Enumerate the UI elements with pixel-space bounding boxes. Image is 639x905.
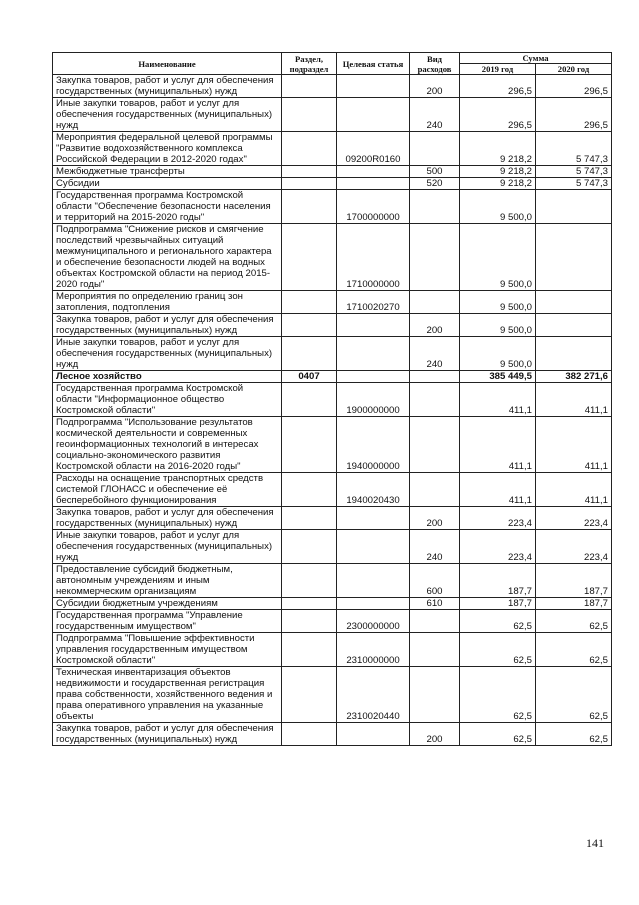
row-sum-2020: 223,4 [536, 530, 612, 564]
table-row [53, 314, 612, 337]
row-sum-2019: 385 449,5 [460, 371, 536, 383]
row-name: Государственная программа Костромской области "Обеспечение безопасности населения и территорий на 2015-2020 годы" [53, 190, 282, 224]
row-target: 1710020270 [337, 291, 410, 314]
row-type [410, 190, 460, 224]
table-row [53, 530, 612, 564]
row-sum-2019: 223,4 [460, 507, 536, 530]
row-section [282, 417, 337, 473]
row-type: 200 [410, 75, 460, 98]
row-type: 240 [410, 530, 460, 564]
row-section [282, 530, 337, 564]
row-type: 240 [410, 98, 460, 132]
row-section [282, 610, 337, 633]
row-sum-2020 [536, 224, 612, 291]
row-sum-2019: 9 500,0 [460, 224, 536, 291]
row-sum-2020: 411,1 [536, 383, 612, 417]
row-section [282, 190, 337, 224]
row-sum-2020: 187,7 [536, 598, 612, 610]
row-sum-2020: 62,5 [536, 723, 612, 746]
row-sum-2020: 411,1 [536, 473, 612, 507]
row-target: 1940000000 [337, 417, 410, 473]
table-row [53, 190, 612, 224]
row-target: 1900000000 [337, 383, 410, 417]
row-type [410, 383, 460, 417]
row-sum-2019: 411,1 [460, 417, 536, 473]
row-section [282, 337, 337, 371]
row-name: Подпрограмма "Повышение эффективности управления государственным имуществом Костромской области" [53, 633, 282, 667]
row-sum-2019: 187,7 [460, 598, 536, 610]
row-target [337, 530, 410, 564]
row-section: 0407 [282, 371, 337, 383]
row-name: Закупка товаров, работ и услуг для обеспечения государственных (муниципальных) нужд [53, 507, 282, 530]
row-target [337, 723, 410, 746]
row-section [282, 667, 337, 723]
row-target [337, 337, 410, 371]
row-name: Закупка товаров, работ и услуг для обеспечения государственных (муниципальных) нужд [53, 723, 282, 746]
row-section [282, 314, 337, 337]
row-target: 1710000000 [337, 224, 410, 291]
table-row [53, 166, 612, 178]
row-sum-2019: 296,5 [460, 98, 536, 132]
page-number: 141 [586, 836, 604, 850]
header-target: Целевая статья [337, 53, 410, 75]
row-section [282, 507, 337, 530]
row-target [337, 507, 410, 530]
row-section [282, 166, 337, 178]
header-year-2020: 2020 год [536, 64, 612, 75]
row-section [282, 132, 337, 166]
row-type: 200 [410, 314, 460, 337]
row-target: 2300000000 [337, 610, 410, 633]
row-type: 500 [410, 166, 460, 178]
row-target: 2310000000 [337, 633, 410, 667]
table-row [53, 383, 612, 417]
row-name: Предоставление субсидий бюджетным, автономным учреждениям и иным некоммерческим организациям [53, 564, 282, 598]
row-sum-2020: 187,7 [536, 564, 612, 598]
table-row [53, 291, 612, 314]
row-section [282, 291, 337, 314]
row-sum-2019: 187,7 [460, 564, 536, 598]
row-name: Иные закупки товаров, работ и услуг для обеспечения государственных (муниципальных) нужд [53, 337, 282, 371]
row-sum-2019: 296,5 [460, 75, 536, 98]
row-type [410, 132, 460, 166]
row-sum-2019: 9 218,2 [460, 132, 536, 166]
row-type [410, 371, 460, 383]
row-name: Государственная программа Костромской области "Информационное общество Костромской области" [53, 383, 282, 417]
table-row [53, 610, 612, 633]
row-name: Государственная программа "Управление государственным имуществом" [53, 610, 282, 633]
row-sum-2020 [536, 314, 612, 337]
row-name: Лесное хозяйство [53, 371, 282, 383]
header-name: Наименование [53, 53, 282, 75]
row-sum-2019: 62,5 [460, 723, 536, 746]
row-sum-2019: 9 500,0 [460, 190, 536, 224]
header-section: Раздел, подраздел [282, 53, 337, 75]
row-section [282, 75, 337, 98]
row-section [282, 633, 337, 667]
row-section [282, 178, 337, 190]
row-target: 1700000000 [337, 190, 410, 224]
table-row [53, 507, 612, 530]
row-type: 600 [410, 564, 460, 598]
row-name: Подпрограмма "Снижение рисков и смягчение последствий чрезвычайных ситуаций межмуниципального и регионального характера и обеспечение безопасности людей на водных объектах Костромской области на период 2015-2020 годы" [53, 224, 282, 291]
row-type: 610 [410, 598, 460, 610]
row-sum-2020: 5 747,3 [536, 132, 612, 166]
row-sum-2020: 382 271,6 [536, 371, 612, 383]
table-row [53, 564, 612, 598]
row-section [282, 98, 337, 132]
row-target [337, 178, 410, 190]
table-row [53, 337, 612, 371]
row-name: Межбюджетные трансферты [53, 166, 282, 178]
table-body [53, 75, 612, 746]
row-name: Закупка товаров, работ и услуг для обеспечения государственных (муниципальных) нужд [53, 75, 282, 98]
table-row [53, 75, 612, 98]
row-type: 520 [410, 178, 460, 190]
row-sum-2019: 9 500,0 [460, 291, 536, 314]
row-type [410, 417, 460, 473]
row-target [337, 371, 410, 383]
row-name: Мероприятия федеральной целевой программы "Развитие водохозяйственного комплекса Российской Федерации в 2012-2020 годах" [53, 132, 282, 166]
row-sum-2020 [536, 190, 612, 224]
table-row [53, 132, 612, 166]
row-name: Иные закупки товаров, работ и услуг для обеспечения государственных (муниципальных) нужд [53, 98, 282, 132]
row-target [337, 98, 410, 132]
row-sum-2020: 62,5 [536, 610, 612, 633]
row-sum-2020: 296,5 [536, 75, 612, 98]
row-name: Техническая инвентаризация объектов недвижимости и государственная регистрация права собственности, хозяйственного ведения и права оперативного управления на указанные объекты [53, 667, 282, 723]
row-sum-2019: 411,1 [460, 473, 536, 507]
row-sum-2020: 411,1 [536, 417, 612, 473]
row-target: 09200R0160 [337, 132, 410, 166]
row-type [410, 667, 460, 723]
row-sum-2019: 62,5 [460, 633, 536, 667]
row-section [282, 598, 337, 610]
row-target: 1940020430 [337, 473, 410, 507]
table-row [53, 473, 612, 507]
row-sum-2020: 5 747,3 [536, 166, 612, 178]
row-sum-2020: 62,5 [536, 667, 612, 723]
row-type [410, 610, 460, 633]
row-sum-2019: 223,4 [460, 530, 536, 564]
row-sum-2019: 62,5 [460, 667, 536, 723]
row-sum-2020: 223,4 [536, 507, 612, 530]
row-sum-2019: 411,1 [460, 383, 536, 417]
row-name: Закупка товаров, работ и услуг для обеспечения государственных (муниципальных) нужд [53, 314, 282, 337]
row-type [410, 291, 460, 314]
row-section [282, 723, 337, 746]
row-sum-2020 [536, 337, 612, 371]
row-sum-2020: 62,5 [536, 633, 612, 667]
table-row [53, 178, 612, 190]
header-sum: Сумма [460, 53, 612, 64]
row-type: 200 [410, 507, 460, 530]
table-row [53, 371, 612, 383]
table-row [53, 723, 612, 746]
table-row [53, 224, 612, 291]
row-sum-2019: 62,5 [460, 610, 536, 633]
row-name: Мероприятия по определению границ зон затопления, подтопления [53, 291, 282, 314]
row-type: 240 [410, 337, 460, 371]
row-target [337, 75, 410, 98]
header-type: Вид расходов [410, 53, 460, 75]
row-target [337, 598, 410, 610]
row-target [337, 166, 410, 178]
budget-table [52, 52, 612, 746]
row-name: Субсидии [53, 178, 282, 190]
row-section [282, 383, 337, 417]
header-year-2019: 2019 год [460, 64, 536, 75]
row-target: 2310020440 [337, 667, 410, 723]
row-sum-2020: 296,5 [536, 98, 612, 132]
table-row [53, 633, 612, 667]
row-type [410, 473, 460, 507]
row-target [337, 314, 410, 337]
table-row [53, 98, 612, 132]
row-sum-2019: 9 218,2 [460, 166, 536, 178]
row-name: Иные закупки товаров, работ и услуг для обеспечения государственных (муниципальных) нужд [53, 530, 282, 564]
row-type [410, 633, 460, 667]
row-sum-2020: 5 747,3 [536, 178, 612, 190]
table-row [53, 417, 612, 473]
row-section [282, 224, 337, 291]
row-name: Расходы на оснащение транспортных средств системой ГЛОНАСС и обеспечение её бесперебойного функционирования [53, 473, 282, 507]
table-row [53, 598, 612, 610]
row-type: 200 [410, 723, 460, 746]
row-sum-2019: 9 500,0 [460, 314, 536, 337]
row-section [282, 564, 337, 598]
row-target [337, 564, 410, 598]
table-row [53, 667, 612, 723]
row-type [410, 224, 460, 291]
row-name: Подпрограмма "Использование результатов космической деятельности и современных геоинформационных технологий в интересах социально-экономического развития Костромской области на 2016-2020 годы" [53, 417, 282, 473]
row-name: Субсидии бюджетным учреждениям [53, 598, 282, 610]
row-sum-2020 [536, 291, 612, 314]
row-sum-2019: 9 500,0 [460, 337, 536, 371]
row-section [282, 473, 337, 507]
row-sum-2019: 9 218,2 [460, 178, 536, 190]
